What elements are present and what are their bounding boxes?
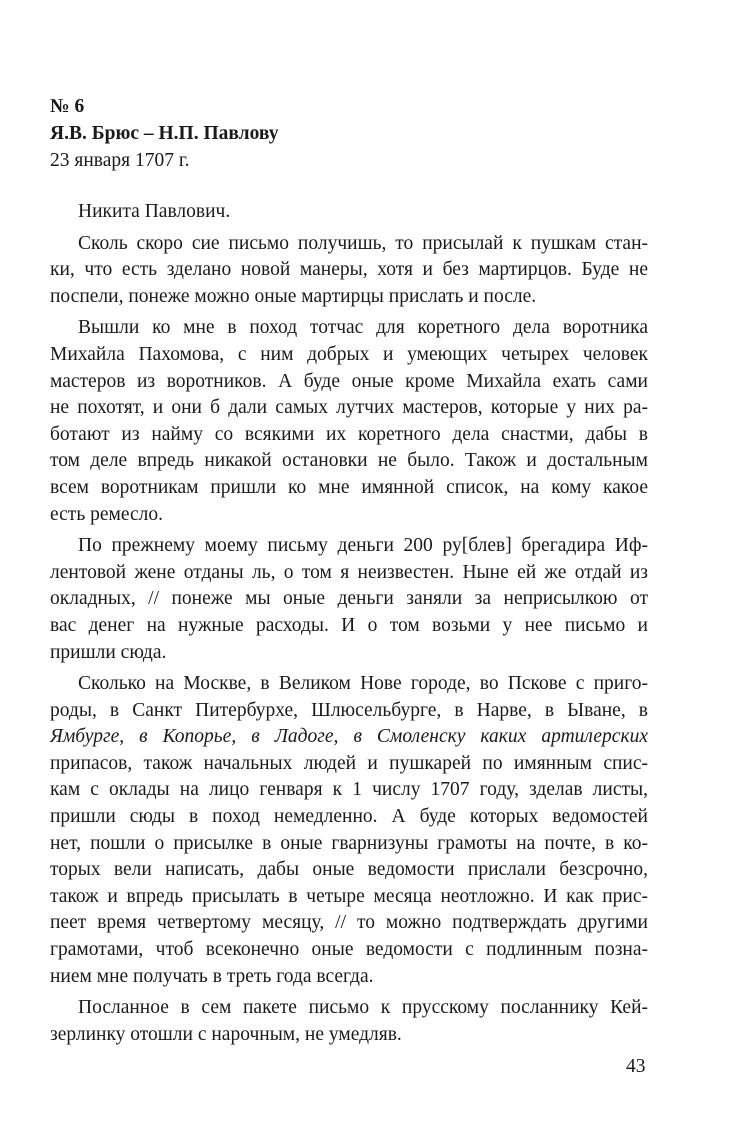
text-line: припасов, також начальных людей и пушкарей по имянным спис- — [50, 752, 648, 774]
text-line: есть ремесло. — [50, 503, 163, 525]
letter-title: Я.В. Брюс – Н.П. Павлову — [50, 123, 279, 144]
text-line: ботают из найму со всякими их коретного дела снастми, дабы в — [50, 423, 648, 445]
text-line: поспели, понеже можно оные мартирцы прислать и после. — [50, 285, 537, 307]
text-line: Ямбурге, в Копорье, в Ладоге, в Смоленску каких артилерских — [50, 726, 648, 748]
text-line: пришли сюда. — [50, 641, 167, 663]
letter-header — [50, 93, 278, 174]
text-line: Вышли ко мне в поход тотчас для коретного дела воротника — [78, 317, 648, 339]
page-number: 43 — [626, 1056, 646, 1077]
text-line: пришли сюды в поход немедленно. А буде которых ведомостей — [50, 806, 648, 828]
text-line: вас денег на нужные расходы. И о том возьми у нее письмо и — [50, 614, 648, 636]
text-line: торых вели написать, дабы оные ведомости прислали безсрочно, — [50, 859, 648, 881]
text-line: Посланное в сем пакете письмо к прусскому посланнику Кей- — [78, 997, 648, 1019]
text-line: окладных, // понеже мы оные деньги заняли за неприсылкою от — [50, 588, 648, 610]
text-line: мастеров из воротников. А буде оные кроме Михайла ехать сами — [50, 370, 648, 392]
document-number: № 6 — [50, 96, 85, 117]
text-line: По прежнему моему письму деньги 200 ру[блев] брегадира Иф- — [78, 535, 648, 557]
text-line: нет, пошли о присылке в оные гварнизуны грамоты на почте, в ко- — [50, 832, 648, 854]
text-line: кам с оклады на лицо генваря к 1 числу 1707 году, зделав листы, — [50, 779, 648, 801]
text-line: також и впредь присылать в четыре месяца неотложно. И как прис- — [50, 885, 648, 907]
text-line: грамотами, чтоб всеконечно оные ведомости с подлинным позна- — [50, 939, 648, 961]
text-line: нием мне получать в треть года всегда. — [50, 965, 374, 987]
letter-body — [50, 199, 648, 1048]
text-line: всем воротникам пришли ко мне имянной список, на кому какое — [50, 476, 648, 498]
text-line: Сколь скоро сие письмо получишь, то присылай к пушкам стан- — [78, 232, 648, 254]
text-line: не похотят, и они б дали самых лутчих мастеров, которые у них ра- — [50, 397, 648, 419]
text-line: Сколько на Москве, в Великом Нове городе, во Пскове с приго- — [78, 673, 648, 695]
text-line: пеет время четвертому месяцу, // то можно подтверждать другими — [50, 912, 648, 934]
text-line: зерлинку отошли с нарочным, не умедляв. — [50, 1023, 402, 1045]
text-line: ки, что есть зделано новой манеры, хотя и без мартирцов. Буде не — [50, 259, 648, 281]
text-line: Никита Павлович. — [78, 201, 231, 222]
text-line: роды, в Санкт Питербурхе, Шлюсельбурге, в Нарве, в Ыване, в — [50, 699, 648, 721]
letter-date: 23 января 1707 г. — [50, 150, 190, 171]
text-line: лентовой жене отданы ль, о том я неизвестен. Ныне ей же отдай из — [50, 561, 648, 583]
text-line: том деле впредь никакой остановки не было. Також и достальным — [50, 450, 648, 472]
text-line: Михайла Пахомова, с ним добрых и умеющих четырех человек — [50, 343, 648, 365]
